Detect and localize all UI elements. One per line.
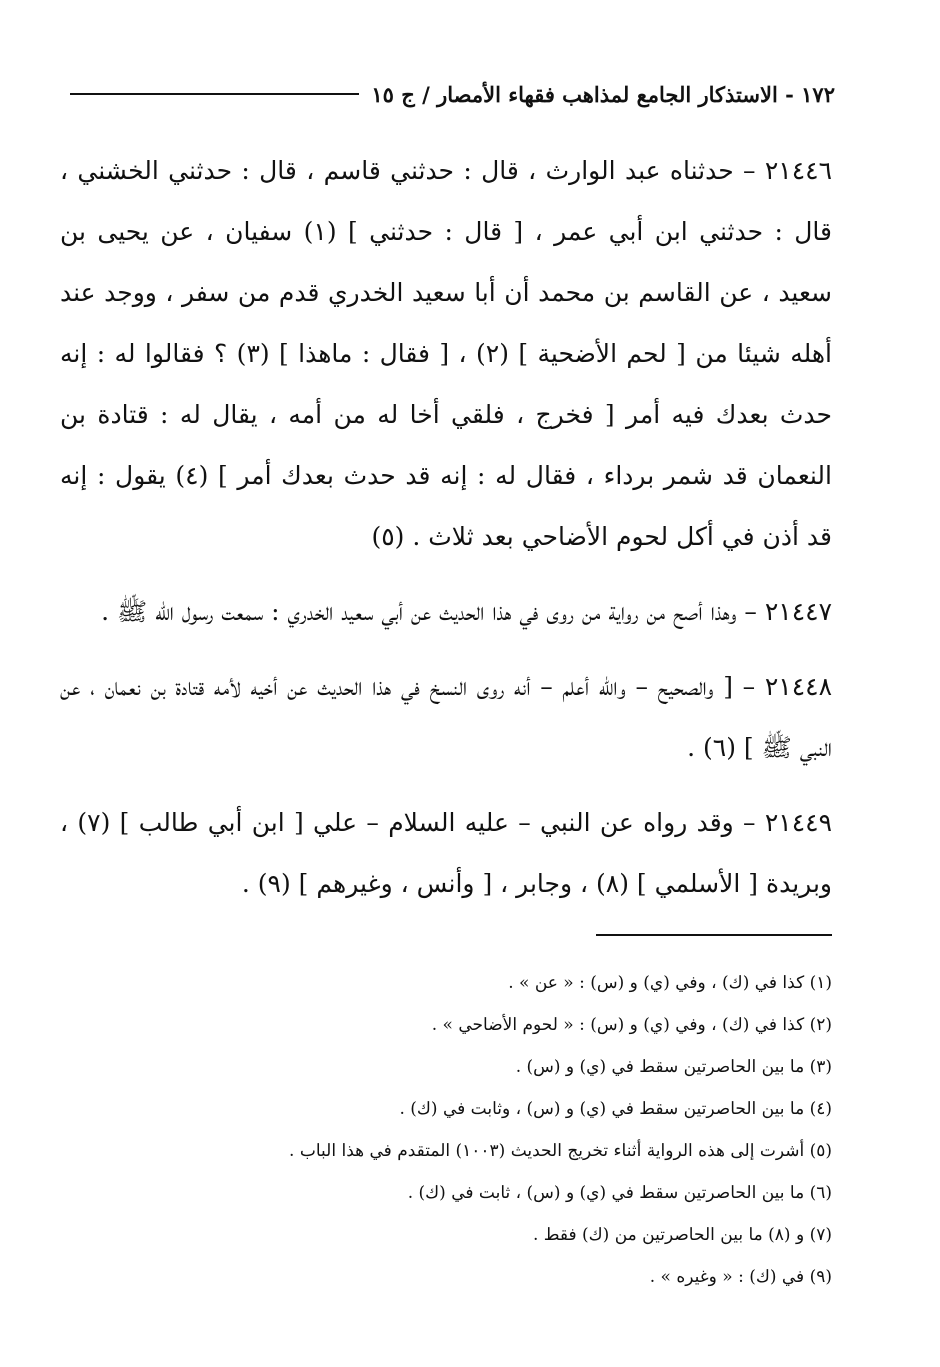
paragraph-text: – وقد رواه عن النبي – عليه السلام – علي [ ابن أبي طالب ] (٧) ، وبريدة [ الأسلمي ] (٨) ، وجابر ، [ وأنس ، وغيرهم ] (٩) .: [60, 808, 832, 898]
footnote: (٢) كذا في (ك) ، وفي (ي) و (س) : « لحوم الأضاحي » .: [431, 1015, 832, 1035]
paragraph-text: – [ والصحيح – والله أعلم – أنه روى النسخ في هذا الحديث عن أخيه لأمه قتادة بن نعمان ، عن النبي ﷺ ] (٦) .: [60, 672, 832, 762]
paragraph-number: ٢١٤٤٩: [764, 808, 832, 837]
footnote: (٤) ما بين الحاصرتين سقط في (ي) و (س) ، وثابت في (ك) .: [399, 1099, 832, 1119]
header-rule: [70, 93, 359, 95]
paragraph-21446: [60, 140, 832, 567]
paragraph-21448: [60, 656, 832, 778]
footnote: (٣) ما بين الحاصرتين سقط في (ي) و (س) .: [515, 1057, 832, 1077]
paragraph-number: ٢١٤٤٨: [764, 672, 832, 701]
paragraph-21447: [60, 581, 832, 642]
paragraph-number: ٢١٤٤٧: [764, 597, 832, 626]
footnote: (٧) و (٨) ما بين الحاصرتين من (ك) فقط .: [532, 1225, 832, 1245]
main-text: [60, 140, 832, 928]
page-header-title: ١٧٢ - الاستذكار الجامع لمذاهب فقهاء الأمصار / ج ١٥: [371, 81, 835, 107]
paragraph-text: – وهذا أصح من رواية من روى في هذا الحديث عن أبي سعيد الخدري : سمعت رسول الله ﷺ .: [101, 597, 757, 626]
footnote-separator: [596, 934, 832, 936]
footnote: (٥) أشرت إلى هذه الرواية أثناء تخريج الحديث (١٠٠٣) المتقدم في هذا الباب .: [289, 1141, 832, 1161]
paragraph-text: – حدثناه عبد الوارث ، قال : حدثني قاسم ، قال : حدثني الخشني ، قال : حدثني ابن أبي عمر ، [ قال : حدثني ] (١) سفيان ، عن يحيى بن سعيد ، عن القاسم بن محمد أن أبا سعيد الخدري قدم من سفر ، ووجد عند أهله شيئا من [ لحم الأضحية ] (٢) ، [ فقال : ماهذا ] (٣) ؟ فقالوا له : إنه حدث بعدك فيه أمر [ فخرج ، فلقي أخا له من أمه ، يقال له : قتادة بن النعمان قد شمر برداء ، فقال له : إنه قد حدث بعدك أمر ] (٤) يقول : إنه قد أذن في أكل لحوم الأضاحي بعد ثلاث . (٥): [60, 156, 833, 551]
footnote: (٦) ما بين الحاصرتين سقط في (ي) و (س) ، ثابت في (ك) .: [407, 1183, 832, 1203]
footnote: (٩) في (ك) : « وغيره » .: [649, 1267, 832, 1287]
paragraph-number: ٢١٤٤٦: [764, 156, 832, 185]
paragraph-21449: [60, 792, 832, 914]
footnote: (١) كذا في (ك) ، وفي (ي) و (س) : « عن » .: [508, 973, 832, 993]
running-head: [70, 74, 835, 114]
footnotes-list: [120, 962, 832, 1298]
